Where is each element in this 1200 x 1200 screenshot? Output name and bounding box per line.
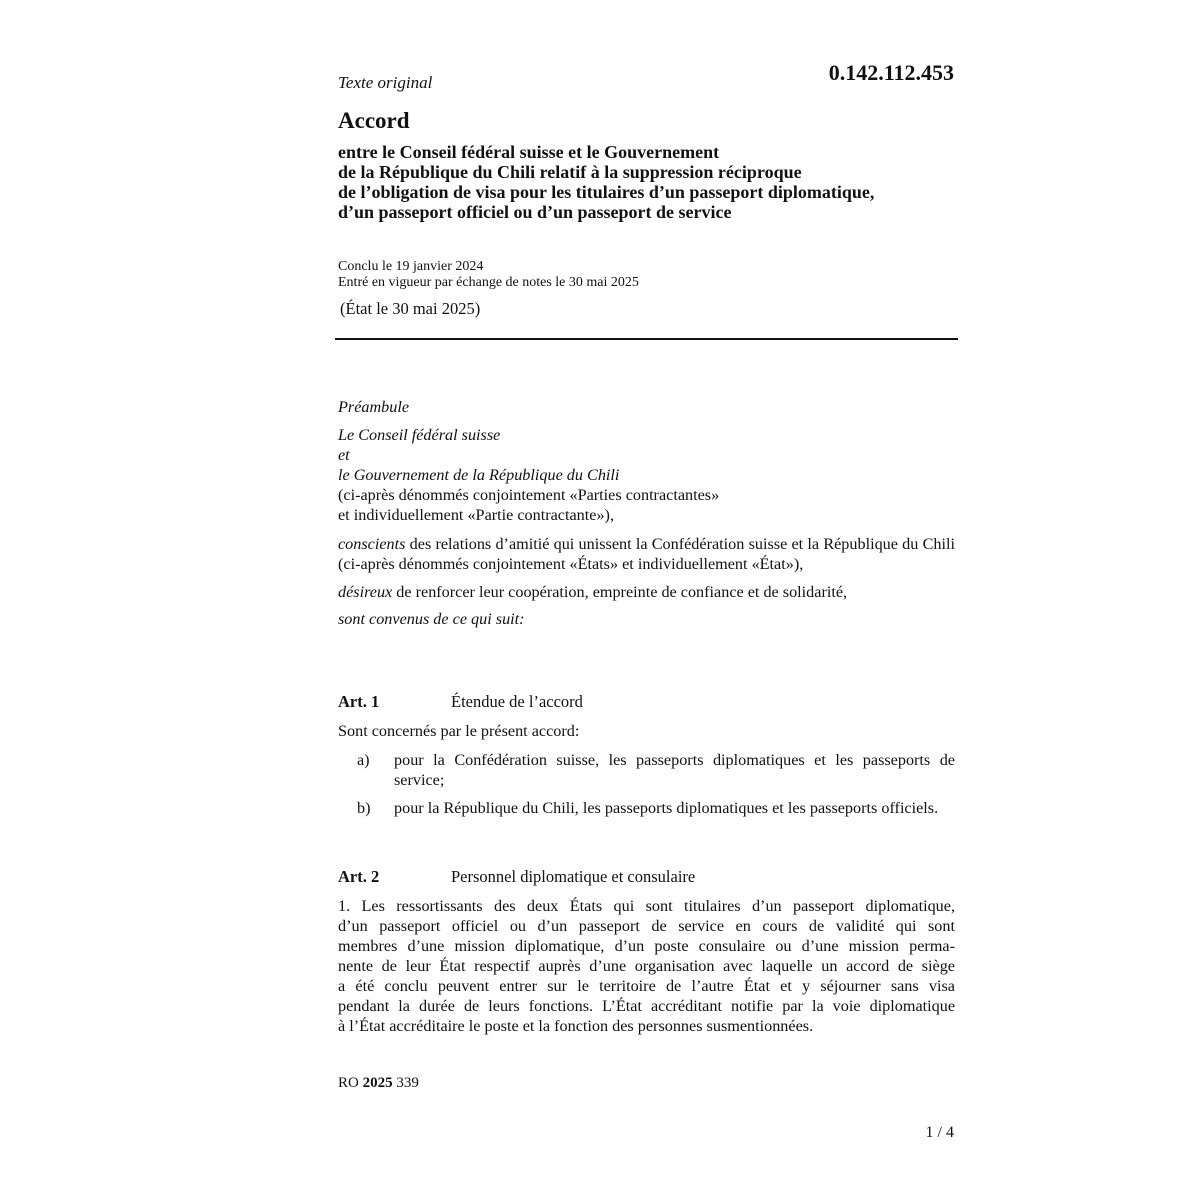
list-item-text: pour la Confédération suisse, les passeports diplomatiques et les passeports de service;: [394, 751, 955, 789]
subtitle-line: de l’obligation de visa pour les titulaires d’un passeport diplomatique,: [338, 182, 875, 202]
subtitle-line: de la République du Chili relatif à la suppression réciproque: [338, 162, 802, 182]
article-title: Étendue de l’accord: [451, 692, 583, 711]
subtitle-line: entre le Conseil fédéral suisse et le Gouvernement: [338, 142, 720, 162]
texte-original-label: Texte original: [338, 73, 433, 92]
article-2-paragraph-1: [338, 896, 955, 1036]
article-2-heading: [338, 867, 695, 887]
list-marker: a): [357, 751, 370, 769]
considerant-conscients: [338, 534, 955, 574]
preamble-heading: Préambule: [338, 398, 410, 416]
list-item-text: pour la République du Chili, les passeports diplomatiques et les passeports officiels.: [394, 799, 939, 817]
status-date: (État le 30 mai 2025): [340, 299, 481, 318]
entry-into-force-date: Entré en vigueur par échange de notes le 30 mai 2025: [338, 275, 639, 290]
conclusion-date: Conclu le 19 janvier 2024: [338, 259, 484, 274]
designation-line: et individuellement «Partie contractante»),: [338, 506, 614, 524]
ro-reference: [338, 1075, 419, 1092]
list-marker: b): [357, 799, 371, 817]
dates-block: [338, 259, 639, 291]
paragraph-line: pendant la durée de leurs fonctions. L’État accréditant notifie par la voie diplomatique: [338, 997, 955, 1015]
paragraph-line: à l’État accréditaire le poste et la fonction des personnes susmentionnées.: [338, 1017, 814, 1035]
subtitle-line: d’un passeport officiel ou d’un passeport de service: [338, 202, 732, 222]
paragraph-line: a été conclu peuvent entrer sur le territoire de l’autre État et y séjourner sans visa: [338, 977, 955, 995]
considerant-text: des relations d’amitié qui unissent la Confédération suisse et la République du Chili (ci-après dénommés conjointement «États» et individuellement «État»),: [338, 535, 955, 573]
considerant-lead: conscients: [338, 535, 406, 553]
paragraph-line: d’un passeport officiel ou d’un passeport de service en cours de validité qui sont: [338, 917, 955, 935]
article-1-intro: Sont concernés par le présent accord:: [338, 722, 580, 740]
ro-page: 339: [396, 1075, 419, 1091]
considerant-text: de renforcer leur coopération, empreinte de confiance et de solidarité,: [392, 583, 848, 601]
designation-line: (ci-après dénommés conjointement «Parties contractantes»: [338, 486, 720, 504]
ro-prefix: RO: [338, 1075, 359, 1091]
ro-year: 2025: [362, 1075, 393, 1091]
sr-number: 0.142.112.453: [828, 60, 954, 85]
article-title: Personnel diplomatique et consulaire: [451, 867, 696, 886]
preamble-conclusion: sont convenus de ce qui suit:: [338, 610, 525, 628]
party-chile: le Gouvernement de la République du Chili: [338, 466, 620, 484]
document-subtitle: [338, 142, 958, 222]
article-number: Art. 2: [338, 867, 380, 886]
party-conjunction: et: [338, 446, 350, 464]
paragraph-line: nente de leur État respectif auprès d’une organisation avec laquelle un accord de siège: [338, 957, 955, 975]
document-title: Accord: [338, 108, 410, 133]
contracting-parties: [338, 425, 719, 525]
paragraph-line: membres d’une mission diplomatique, d’un poste consulaire ou d’une mission perma-: [338, 937, 955, 955]
article-1-heading: [338, 692, 583, 712]
considerant-lead: désireux: [338, 583, 393, 601]
page-number: 1 / 4: [925, 1124, 954, 1141]
party-swiss: Le Conseil fédéral suisse: [338, 426, 501, 444]
article-number: Art. 1: [338, 692, 380, 711]
considerant-desireux: [338, 582, 955, 602]
paragraph-line: 1. Les ressortissants des deux États qui sont titulaires d’un passeport diplomatique,: [338, 897, 955, 915]
header-divider: [335, 338, 958, 340]
list-item: [357, 750, 955, 790]
list-item: [357, 798, 955, 818]
